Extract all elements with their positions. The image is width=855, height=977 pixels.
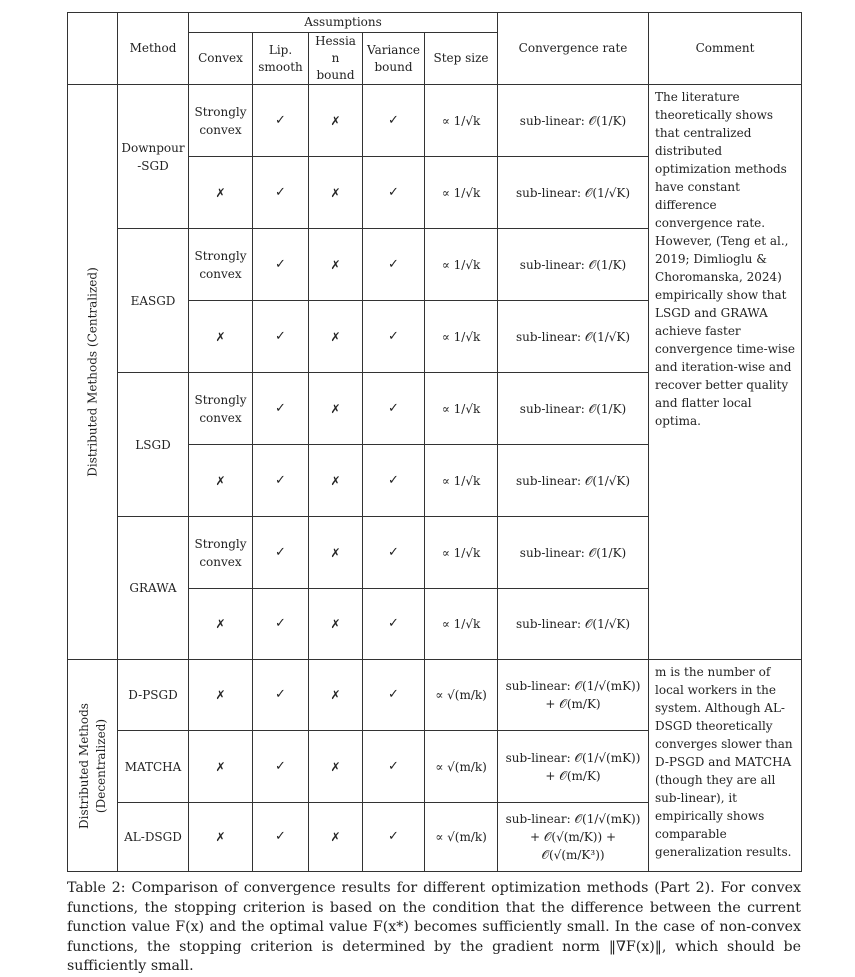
- convergence-rate-value: sub-linear: 𝒪(1/K): [498, 373, 649, 445]
- group-header-cell: [68, 13, 118, 85]
- comment-text: m is the number of local workers in the system. Although AL-DSGD theoretically converges slower than D-PSGD and MATCHA (though they are all sub-linear), it empirically shows comparable generalization results.: [649, 660, 802, 872]
- method-name: GRAWA: [118, 517, 189, 660]
- variance-bound-header: Variance bound: [363, 33, 425, 85]
- step-size-value: ∝ √(m/k): [425, 731, 498, 803]
- convergence-rate-value: sub-linear: 𝒪(1/√(mK)) + 𝒪(m/K): [498, 731, 649, 803]
- hessian-bound-value: ✗: [309, 803, 363, 872]
- variance-bound-value: ✓: [363, 85, 425, 157]
- method-name: Downpour-SGD: [118, 85, 189, 229]
- method-header: Method: [118, 13, 189, 85]
- hessian-bound-value: ✗: [309, 157, 363, 229]
- convex-value: ✗: [189, 589, 253, 660]
- convergence-rate-value: sub-linear: 𝒪(1/K): [498, 85, 649, 157]
- hessian-bound-header: Hessian bound: [309, 33, 363, 85]
- method-name: MATCHA: [118, 731, 189, 803]
- hessian-bound-value: ✗: [309, 229, 363, 301]
- step-size-value: ∝ 1/√k: [425, 445, 498, 517]
- lip-smooth-value: ✓: [253, 229, 309, 301]
- convergence-rate-value: sub-linear: 𝒪(1/√K): [498, 157, 649, 229]
- lip-smooth-header: Lip. smooth: [253, 33, 309, 85]
- lip-smooth-value: ✓: [253, 301, 309, 373]
- table-caption: Table 2: Comparison of convergence results for different optimization methods (Part 2). For convex functions, the stopping criterion is based on the condition that the difference between the current function value F(x) and the optimal value F(x*) becomes sufficiently small. In the case of non-convex functions, the stopping criterion is determined by the gradient norm ‖∇F(x)‖, which should be sufficiently small.: [67, 880, 801, 974]
- step-size-value: ∝ √(m/k): [425, 803, 498, 872]
- variance-bound-value: ✓: [363, 373, 425, 445]
- variance-bound-value: ✓: [363, 731, 425, 803]
- convex-value: ✗: [189, 157, 253, 229]
- group-label: Distributed Methods (Decentralized): [76, 702, 108, 829]
- convergence-rate-header: Convergence rate: [498, 13, 649, 85]
- step-size-value: ∝ 1/√k: [425, 157, 498, 229]
- lip-smooth-value: ✓: [253, 803, 309, 872]
- table-figure: [67, 12, 801, 977]
- convergence-rate-value: sub-linear: 𝒪(1/√K): [498, 589, 649, 660]
- lip-smooth-value: ✓: [253, 373, 309, 445]
- lip-smooth-value: ✓: [253, 445, 309, 517]
- assumptions-header: Assumptions: [189, 13, 498, 33]
- convex-value: Strongly convex: [189, 517, 253, 589]
- lip-smooth-value: ✓: [253, 589, 309, 660]
- step-size-value: ∝ √(m/k): [425, 660, 498, 731]
- variance-bound-value: ✓: [363, 589, 425, 660]
- convergence-rate-value: sub-linear: 𝒪(1/√K): [498, 301, 649, 373]
- variance-bound-value: ✓: [363, 229, 425, 301]
- convergence-rate-value: sub-linear: 𝒪(1/√(mK)) + 𝒪(√(m/K)) + 𝒪(√(m/K³)): [498, 803, 649, 872]
- convergence-table: [67, 12, 802, 872]
- convergence-rate-value: sub-linear: 𝒪(1/K): [498, 517, 649, 589]
- hessian-bound-value: ✗: [309, 589, 363, 660]
- comment-text: The literature theoretically shows that centralized distributed optimization methods have constant difference convergence rate. However, (Teng et al., 2019; Dimlioglu & Choromanska, 2024) empirically show that LSGD and GRAWA achieve faster convergence time-wise and iteration-wise and recover better quality and flatter local optima.: [649, 85, 802, 660]
- convergence-rate-value: sub-linear: 𝒪(1/K): [498, 229, 649, 301]
- group-label-cell: [68, 660, 118, 872]
- step-size-value: ∝ 1/√k: [425, 373, 498, 445]
- convex-value: ✗: [189, 731, 253, 803]
- lip-smooth-value: ✓: [253, 731, 309, 803]
- step-size-value: ∝ 1/√k: [425, 589, 498, 660]
- method-name: EASGD: [118, 229, 189, 373]
- table-row: [68, 660, 802, 731]
- lip-smooth-value: ✓: [253, 517, 309, 589]
- step-size-value: ∝ 1/√k: [425, 301, 498, 373]
- variance-bound-value: ✓: [363, 660, 425, 731]
- convex-value: Strongly convex: [189, 373, 253, 445]
- lip-smooth-value: ✓: [253, 157, 309, 229]
- variance-bound-value: ✓: [363, 157, 425, 229]
- convex-value: ✗: [189, 803, 253, 872]
- lip-smooth-value: ✓: [253, 660, 309, 731]
- method-name: D-PSGD: [118, 660, 189, 731]
- convex-value: Strongly convex: [189, 85, 253, 157]
- step-size-value: ∝ 1/√k: [425, 85, 498, 157]
- comment-header: Comment: [649, 13, 802, 85]
- table-row: [68, 85, 802, 157]
- method-name: AL-DSGD: [118, 803, 189, 872]
- step-size-header: Step size: [425, 33, 498, 85]
- lip-smooth-value: ✓: [253, 85, 309, 157]
- variance-bound-value: ✓: [363, 445, 425, 517]
- group-label-cell: [68, 85, 118, 660]
- hessian-bound-value: ✗: [309, 731, 363, 803]
- hessian-bound-value: ✗: [309, 85, 363, 157]
- hessian-bound-value: ✗: [309, 660, 363, 731]
- convergence-rate-value: sub-linear: 𝒪(1/√(mK)) + 𝒪(m/K): [498, 660, 649, 731]
- variance-bound-value: ✓: [363, 301, 425, 373]
- variance-bound-value: ✓: [363, 803, 425, 872]
- step-size-value: ∝ 1/√k: [425, 229, 498, 301]
- hessian-bound-value: ✗: [309, 445, 363, 517]
- hessian-bound-value: ✗: [309, 517, 363, 589]
- variance-bound-value: ✓: [363, 517, 425, 589]
- hessian-bound-value: ✗: [309, 301, 363, 373]
- convex-value: Strongly convex: [189, 229, 253, 301]
- hessian-bound-value: ✗: [309, 373, 363, 445]
- method-name: LSGD: [118, 373, 189, 517]
- convex-value: ✗: [189, 660, 253, 731]
- group-label: Distributed Methods (Centralized): [85, 267, 99, 477]
- convex-value: ✗: [189, 445, 253, 517]
- convergence-rate-value: sub-linear: 𝒪(1/√K): [498, 445, 649, 517]
- step-size-value: ∝ 1/√k: [425, 517, 498, 589]
- convex-header: Convex: [189, 33, 253, 85]
- convex-value: ✗: [189, 301, 253, 373]
